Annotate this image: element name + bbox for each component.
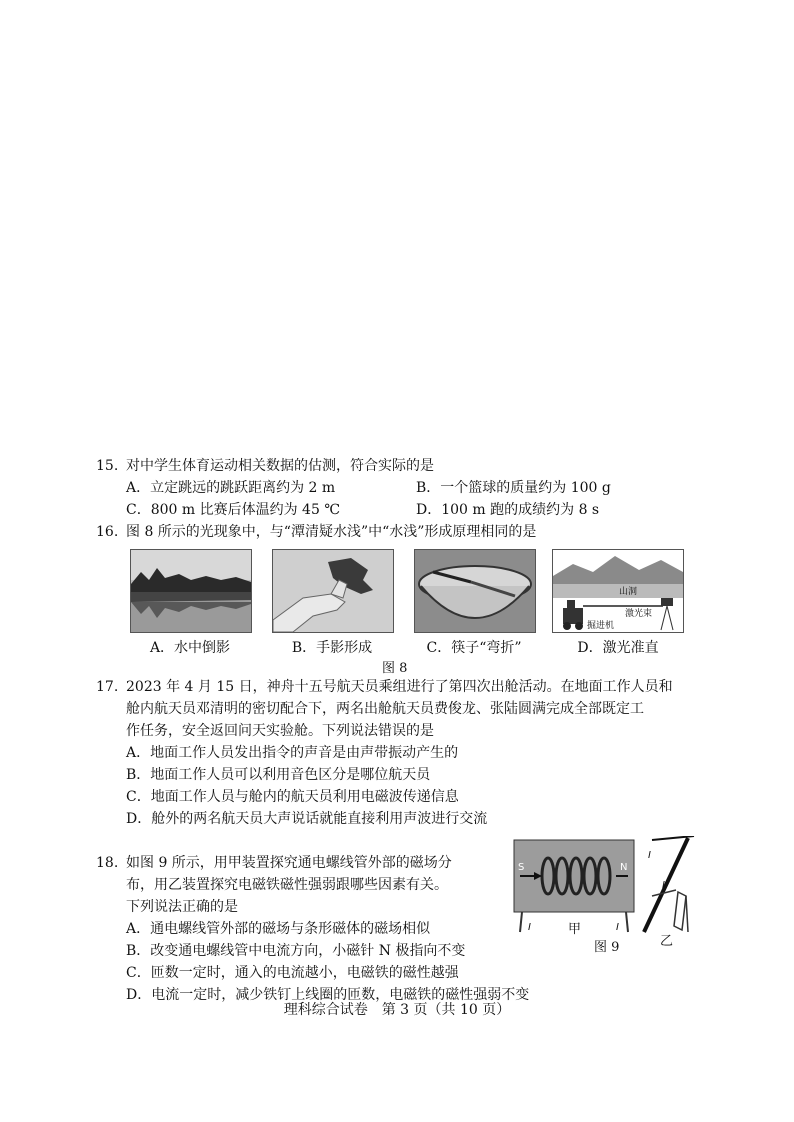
question-stem-line: 舱内航天员邓清明的密切配合下，两名出舱航天员费俊龙、张陆圆满完成全部既定工 bbox=[126, 701, 644, 717]
option-c: C．匝数一定时，通入的电流越小，电磁铁的磁性越强 bbox=[126, 965, 459, 981]
question-16 bbox=[96, 521, 722, 543]
question-number: 16. bbox=[96, 524, 119, 540]
caption-c: C．筷子“弯折” bbox=[426, 640, 522, 656]
question-17 bbox=[96, 676, 722, 830]
question-18 bbox=[96, 852, 516, 918]
question-number: 17. bbox=[96, 679, 119, 695]
option-c: C．地面工作人员与舱内的航天员利用电磁波传递信息 bbox=[126, 789, 459, 805]
option-a: A．通电螺线管外部的磁场与条形磁体的磁场相似 bbox=[126, 921, 431, 937]
photo-chopstick bbox=[414, 549, 536, 633]
label-current-right: I bbox=[616, 922, 619, 933]
diagram-laser-tunnel bbox=[552, 549, 684, 633]
options-row bbox=[126, 499, 722, 521]
caption-a: A．水中倒影 bbox=[149, 640, 231, 656]
label-boring-machine: 掘进机 bbox=[587, 621, 615, 631]
label-current-top: I bbox=[648, 850, 651, 861]
question-number: 18. bbox=[96, 855, 119, 871]
option-a: A．立定跳远的跳跃距离约为 2 m bbox=[126, 480, 336, 496]
caption-b: B．手影形成 bbox=[291, 640, 373, 656]
question-stem-line: 下列说法正确的是 bbox=[126, 899, 238, 915]
question-stem-line: 如图 9 所示，用甲装置探究通电螺线管外部的磁场分 bbox=[126, 855, 452, 871]
options-row bbox=[126, 477, 722, 499]
option-d: D．电流一定时，减少铁钉上线圈的匝数，电磁铁的磁性强弱不变 bbox=[126, 987, 530, 1003]
photo-reflection bbox=[130, 549, 252, 633]
label-current-left: I bbox=[528, 922, 531, 933]
figure-8-label: 图 8 bbox=[382, 661, 408, 676]
label-s-pole: S bbox=[518, 862, 525, 873]
page-footer: 理科综合试卷 第 3 页（共 10 页） bbox=[283, 1002, 511, 1018]
figure-9-label: 图 9 bbox=[594, 940, 620, 955]
label-laser-beam: 激光束 bbox=[625, 609, 653, 619]
question-15 bbox=[96, 455, 722, 521]
option-d: D．舱外的两名航天员大声说话就能直接利用声波进行交流 bbox=[126, 811, 488, 827]
option-d: D．100 m 跑的成绩约为 8 s bbox=[416, 502, 600, 518]
question-number: 15. bbox=[96, 458, 119, 474]
label-current-mid: I bbox=[662, 880, 665, 891]
question-stem-line: 作任务，安全返回问天实验舱。下列说法错误的是 bbox=[126, 723, 434, 739]
option-b: B．改变通电螺线管中电流方向，小磁针 N 极指向不变 bbox=[126, 943, 466, 959]
question-stem: 图 8 所示的光现象中，与“潭清疑水浅”中“水浅”形成原理相同的是 bbox=[126, 524, 537, 540]
option-c: C．800 m 比赛后体温约为 45 ℃ bbox=[126, 502, 340, 518]
photo-hand-shadow bbox=[272, 549, 394, 633]
caption-d: D．激光准直 bbox=[577, 640, 659, 656]
figure-9 bbox=[512, 836, 698, 956]
question-stem: 对中学生体育运动相关数据的估测，符合实际的是 bbox=[126, 458, 434, 474]
option-b: B．一个篮球的质量约为 100 g bbox=[416, 480, 611, 496]
option-a: A．地面工作人员发出指令的声音是由声带振动产生的 bbox=[126, 745, 459, 761]
option-b: B．地面工作人员可以利用音色区分是哪位航天员 bbox=[126, 767, 431, 783]
label-jia: 甲 bbox=[568, 922, 582, 937]
label-tunnel: 山洞 bbox=[619, 587, 638, 597]
label-yi: 乙 bbox=[660, 934, 674, 949]
figure-8 bbox=[128, 549, 688, 661]
question-stem-line: 布，用乙装置探究电磁铁磁性强弱跟哪些因素有关。 bbox=[126, 877, 448, 893]
label-n-pole: N bbox=[620, 862, 628, 873]
question-stem-line: 2023 年 4 月 15 日，神舟十五号航天员乘组进行了第四次出舱活动。在地面工作人员和 bbox=[126, 679, 673, 695]
